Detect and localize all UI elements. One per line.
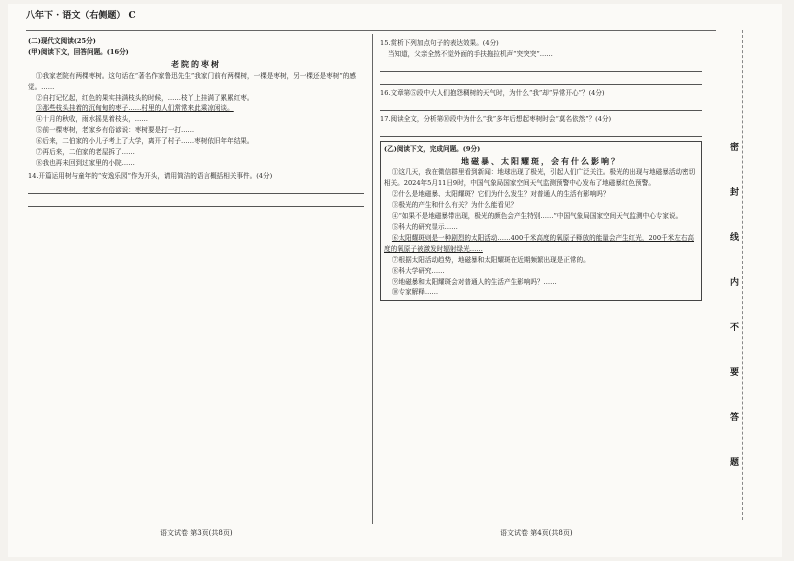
paragraph: ③极光的产生和什么有关？为什么能看见？: [391, 201, 518, 210]
right-footer: 语文试卷 第4页(共8页): [500, 529, 573, 537]
article-title: 老院的枣树: [171, 58, 221, 69]
answer-line[interactable]: [380, 62, 702, 72]
paragraph: ⑥太阳耀斑则是一种剧烈的太阳活动……400千米高度的氧原子释放的能量会产生红光，200千米左右高度的氧原子被激发时辐射绿光……: [384, 233, 695, 253]
question-14: 14.开篇运用树与童年的“安逸乐园”作为开头，请用简洁的语言概括相关事件。(4分): [28, 171, 273, 180]
article-title: 地磁暴、太阳耀斑，会有什么影响？: [461, 155, 621, 166]
question-17: 17.阅读全文，分析第⑩段中为什么“我”多年后想起枣树时会“莫名依然”？(4分): [380, 114, 612, 123]
left-footer: 语文试卷 第3页(共8页): [160, 529, 233, 537]
seal-char: 题: [730, 458, 740, 468]
seal-line: [742, 30, 743, 520]
answer-line[interactable]: [380, 75, 702, 85]
paragraph: ②什么是地磁暴、太阳耀斑？它们为什么发生？对普通人的生活有影响吗？: [391, 190, 610, 199]
paragraph: ⑥后来，二伯家的小儿子考上了大学，离开了村子……枣树依旧年年结果。: [35, 137, 254, 146]
paragraph: ①这几天，我在微信群里看到新闻：地球出现了极光，引起人们广泛关注。极光的出现与地磁暴活动密切相关。2024年5月11日9时，中国气象局国家空间天气监测预警中心发布了地磁暴红色预警。: [384, 168, 696, 188]
paragraph: ①我家老院有两棵枣树。这句话在“著名作家鲁迅先生”我家门前有两棵树，一棵是枣树，另一棵还是枣树”的感觉。……: [28, 71, 356, 91]
paragraph: ⑦再后来，二伯家的老屋拆了……: [35, 148, 135, 157]
paragraph: ⑨地磁暴和太阳耀斑会对普通人的生活产生影响吗？……: [391, 277, 557, 286]
answer-line[interactable]: [380, 127, 702, 137]
quote-text: 当知道，父亲全然不觉外面的手扶拖拉机声“突突突”……: [387, 49, 553, 58]
question-15: 15.赏析下列加点句子的表达效果。(4分): [380, 39, 499, 47]
paragraph: ⑦根据太阳活动趋势，地磁暴和太阳耀斑在近期频繁出现是正常的。: [391, 255, 590, 264]
section-heading: (二)现代文阅读(25分): [28, 37, 96, 45]
paragraph: ③那些枝头挂着的沉甸甸的枣子……村里的人们常常来此乘凉闲谈。: [35, 104, 234, 113]
left-column: [28, 36, 364, 210]
paragraph: ④十月的秋收，雨水摇晃着枝头，……: [35, 115, 148, 124]
seal-char: 封: [730, 188, 740, 198]
paragraph: ⑧科大学研究……: [391, 266, 445, 275]
paragraph: ⑤前一棵枣树，老家乡有俗谚说：枣树要是打一打……: [35, 126, 195, 135]
question-16: 16.文章第⑤段中大人们抱怨稠树的天气时，为什么“我”却“异常开心”？(4分): [380, 88, 605, 97]
seal-char: 线: [730, 233, 740, 243]
seal-char: 答: [730, 413, 740, 423]
column-divider: [372, 34, 373, 524]
seal-char: 不: [730, 323, 740, 333]
answer-line[interactable]: [380, 101, 702, 111]
seal-char: 内: [730, 278, 740, 288]
paragraph: ②自打记忆起，红色的果实挂满枝头的时候，……枝丫上挂满了累累红枣。: [35, 93, 254, 102]
top-divider: [26, 30, 716, 31]
paragraph: ⑤科大的研究显示……: [391, 222, 458, 231]
paragraph: ⑧我也再未回到过家里的小院……: [35, 158, 135, 167]
subsection-heading: (甲)阅读下文，回答问题。(16分): [28, 47, 129, 56]
section-heading: (乙)阅读下文，完成问题。(9分): [384, 144, 481, 153]
article-box: [380, 141, 702, 302]
right-column: [380, 36, 702, 301]
paragraph: ⑩专家解释……: [391, 288, 439, 297]
seal-char: 要: [730, 368, 740, 378]
paragraph: ④“如果不是地磁暴带出现，极光的颜色会产生特别……”中国气象局国家空间天气监测中心专家说。: [391, 212, 683, 221]
answer-line[interactable]: [28, 184, 364, 194]
seal-char: 密: [730, 143, 740, 153]
answer-line[interactable]: [28, 197, 364, 207]
header: 八年下 · 语文（右侧题） C: [26, 11, 136, 21]
